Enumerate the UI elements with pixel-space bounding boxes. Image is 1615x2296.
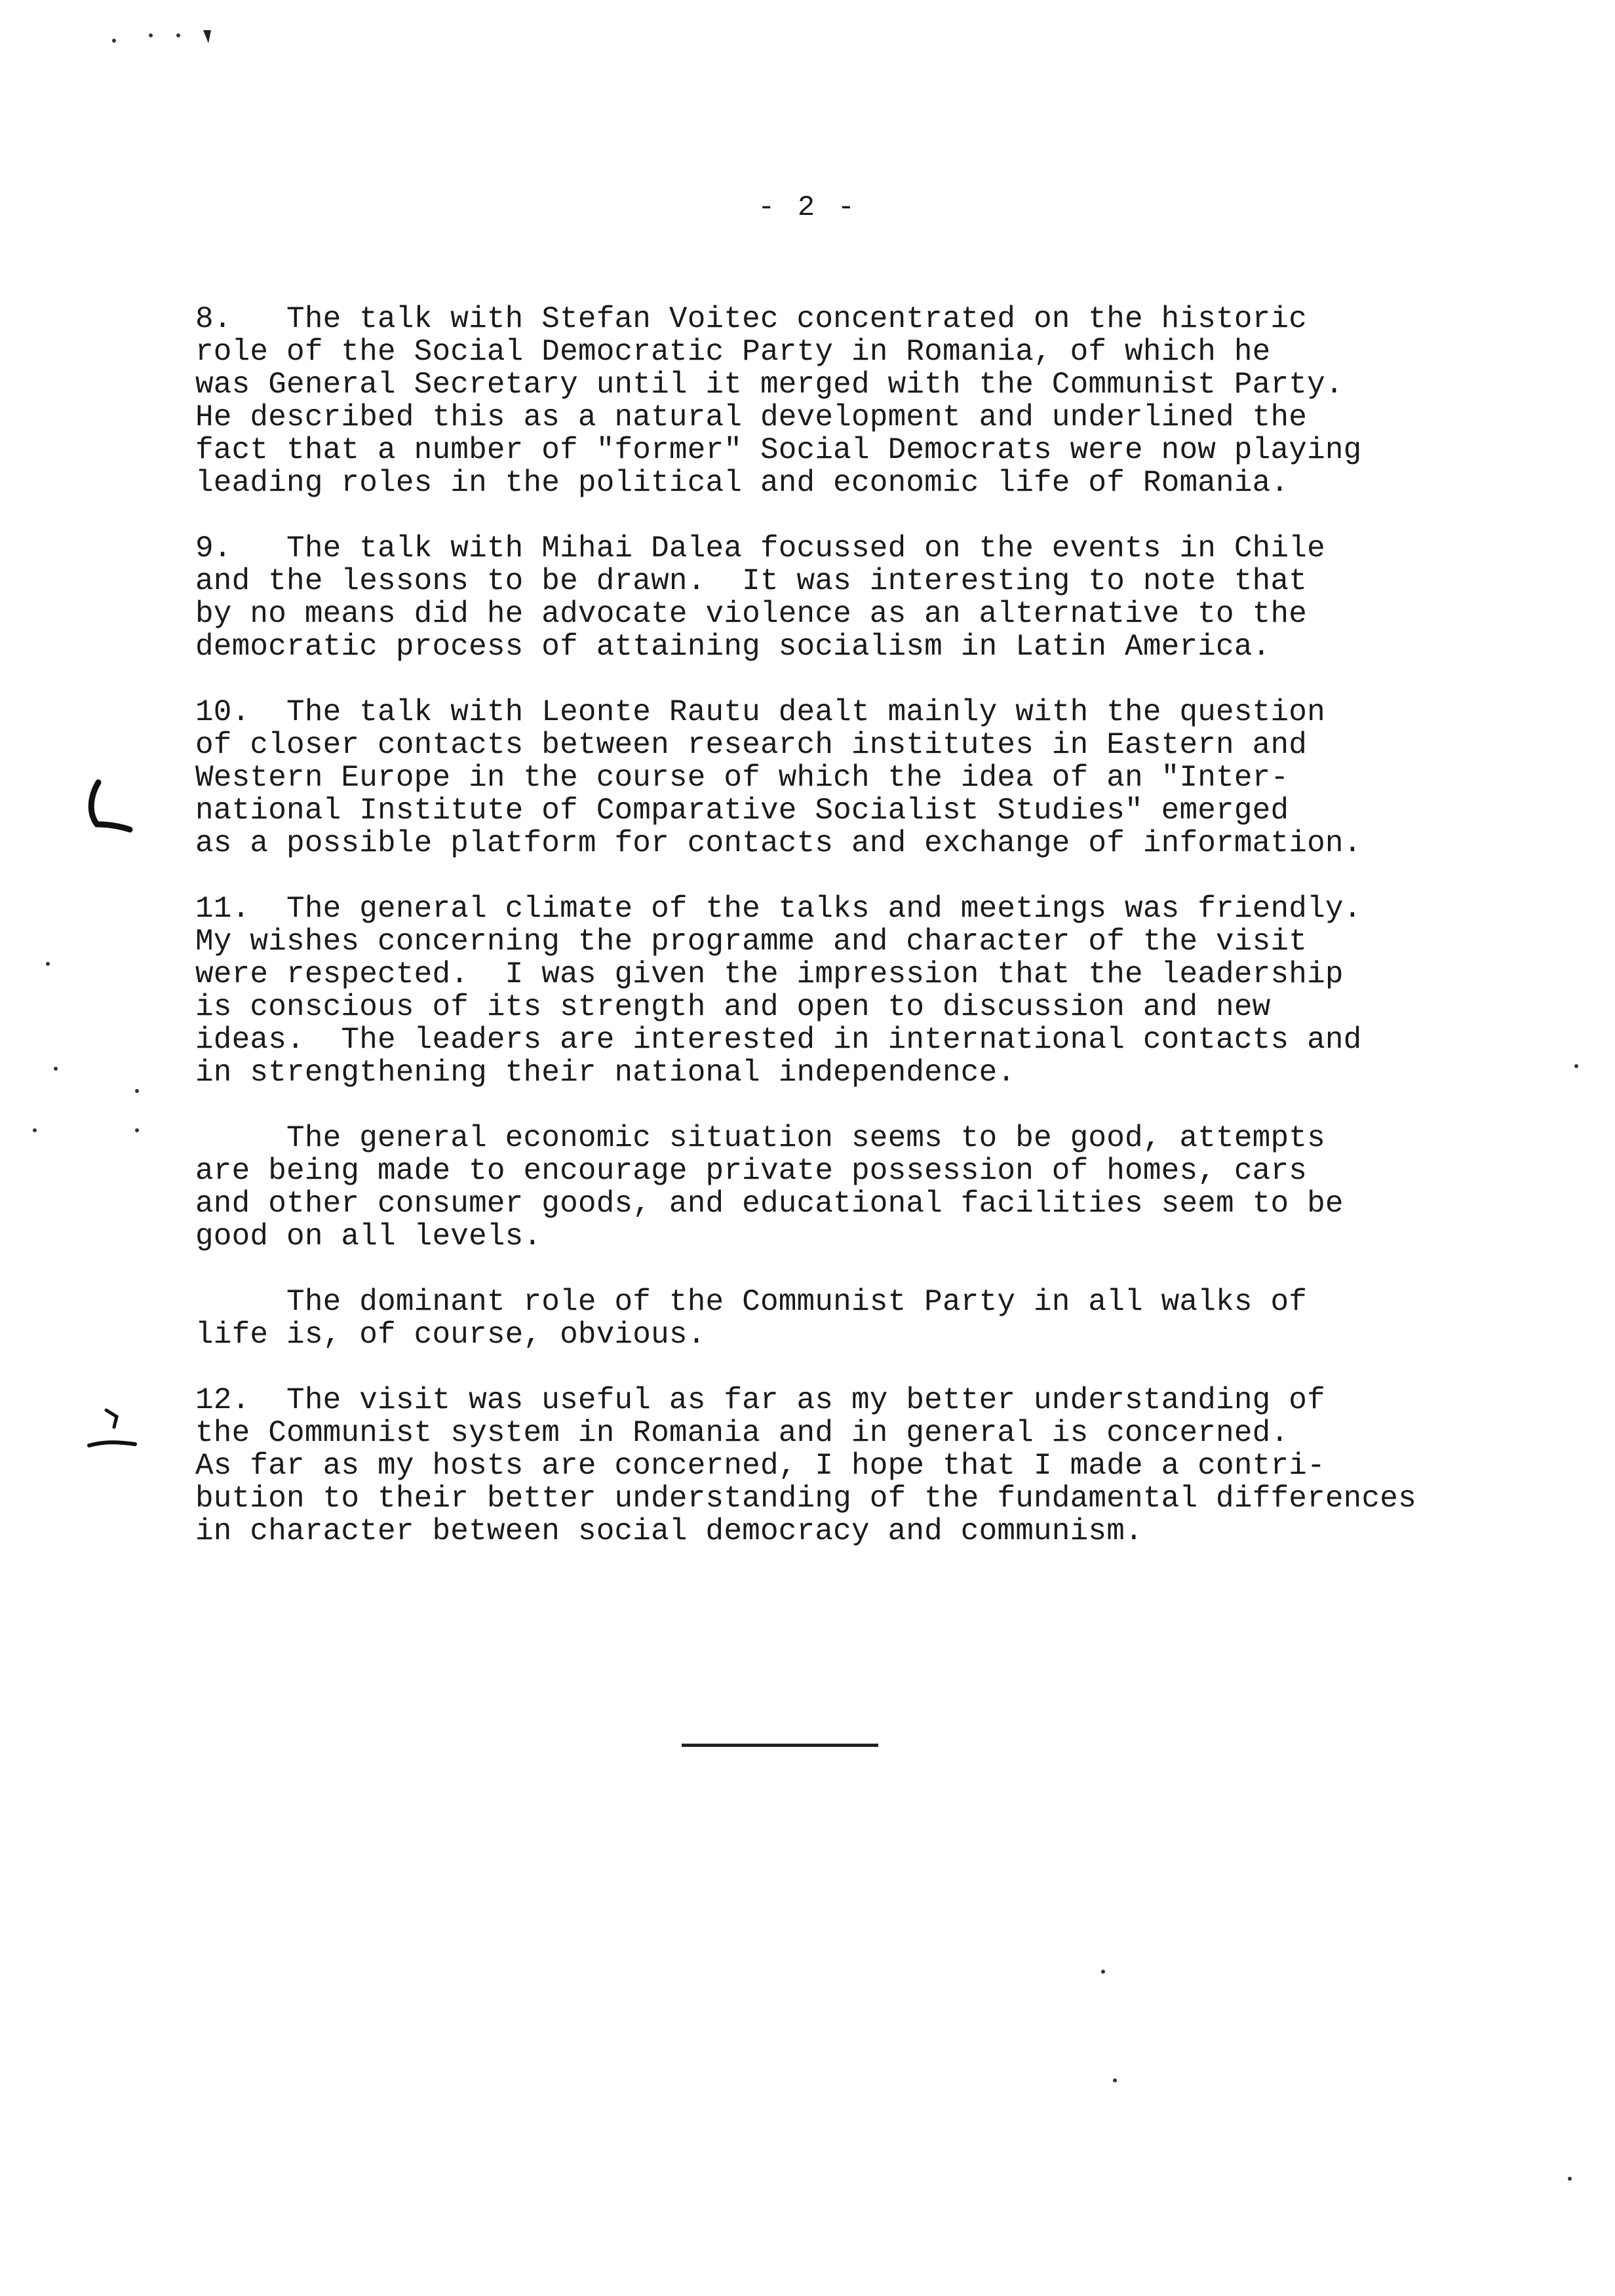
paragraph-9: 9. The talk with Mihai Dalea focussed on the events in Chile and the lessons to be drawn. It was interesting to note that by no means did he advocate violence as an alternative to the democratic process of attaining socialism in Latin America. (195, 531, 1325, 664)
margin-speck (33, 1128, 37, 1132)
margin-speck (1113, 2078, 1117, 2082)
paragraph-12: 12. The visit was useful as far as my better understanding of the Communist system in Romania and in general is concerned. As far as my hosts are concerned, I hope that I made a contri- bution to their better understanding of the fundamental differences in character between social democracy and communism. (195, 1383, 1416, 1548)
paragraph-11: 11. The general climate of the talks and meetings was friendly. My wishes concerning the programme and character of the visit were respected. I was given the impression that the leadership is conscious of its strength and open to discussion and new ideas. The leaders are interested in international contacts and in strengthening their national independence. (195, 892, 1362, 1090)
margin-speck (135, 1128, 139, 1132)
margin-speck (46, 962, 50, 966)
margin-speck (135, 1089, 139, 1093)
corner-specks-mark (105, 20, 236, 52)
paragraph-11-continued-economy: The general economic situation seems to be good, attempts are being made to encourage private possession of homes, cars and other consumer goods, and educational facilities seem to be good on all levels. (195, 1121, 1344, 1253)
paragraph-8: 8. The talk with Stefan Voitec concentrated on the historic role of the Social Democratic Party in Romania, of which he was General Secretary until it merged with the Communist Party. He described this as a natural development and underlined the fact that a number of "former" Social Democrats were now playing leading roles in the political and economic life of Romania. (195, 302, 1362, 500)
margin-tick-mark (84, 1404, 143, 1463)
margin-speck (1574, 1064, 1578, 1068)
paragraph-11-continued-party: The dominant role of the Communist Party in all walks of life is, of course, obvious. (195, 1285, 1308, 1352)
paragraph-10: 10. The talk with Leonte Rautu dealt mainly with the question of closer contacts between research institutes in Eastern and Western Europe in the course of which the idea of an "Inter- national Institute of Comparative Socialist Studies" emerged as a possible platform for contacts and exchange of information. (195, 695, 1362, 860)
margin-speck (1568, 2177, 1572, 2181)
end-of-text-rule (682, 1744, 878, 1747)
margin-speck (1101, 1970, 1105, 1974)
page-number: - 2 - (757, 191, 858, 224)
margin-speck (54, 1067, 58, 1071)
margin-bracket-mark (84, 778, 136, 837)
